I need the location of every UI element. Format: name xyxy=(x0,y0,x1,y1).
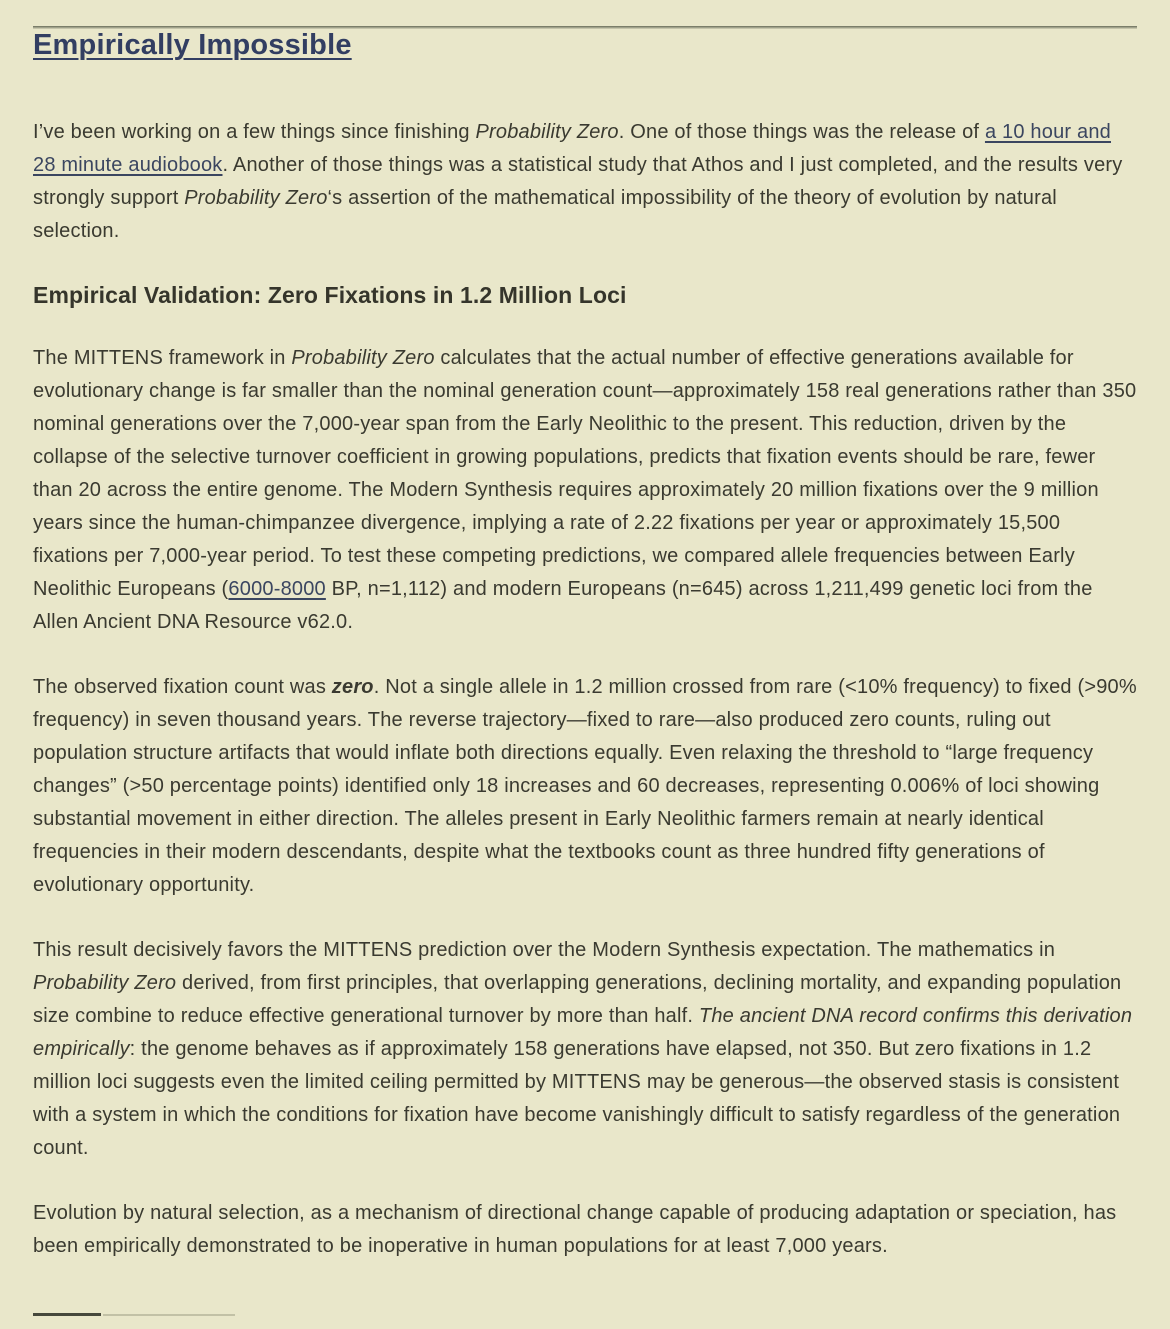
text-segment: calculates that the actual number of effective generations available for evolutionary change is far smaller than the nominal generation count—approximately 158 real generations rather than 350 nominal generations over the 7,000-year span from the Early Neolithic to the present. This reduction, driven by the collapse of the selective turnover coefficient in growing populations, predicts that fixation events should be rare, fewer than 20 across the entire genome. The Modern Synthesis requires approximately 20 million fixations over the 9 million years since the human-chimpanzee divergence, implying a rate of 2.22 fixations per year or approximately 15,500 fixations per 7,000-year period. To test these competing predictions, we compared allele frequencies between Early Neolithic Europeans ( xyxy=(33,347,1137,600)
section-heading: Empirical Validation: Zero Fixations in 1.2 Million Loci xyxy=(33,282,627,308)
inline-link[interactable]: a 10 hour and 28 minute audiobook xyxy=(33,121,1111,176)
paragraph-result-favors xyxy=(33,934,1137,1165)
text-segment: BP, n=1,112) and modern Europeans (n=645) across 1,211,499 genetic loci from the Allen Ancient DNA Resource v62.0. xyxy=(33,578,1093,633)
paragraph-conclusion xyxy=(33,1197,1137,1263)
text-segment: derived, from first principles, that overlapping generations, declining mortality, and expanding population size combine to reduce effective generational turnover by more than half. xyxy=(33,972,1122,1027)
text-segment: Evolution by natural selection, as a mechanism of directional change capable of producing adaptation or speciation, has been empirically demonstrated to be inoperative in human populations for at least 7,000 years. xyxy=(33,1202,1117,1257)
next-element-top-edge-faint xyxy=(103,1314,235,1316)
paragraph-intro xyxy=(33,116,1137,248)
post-title-link[interactable]: Empirically Impossible xyxy=(33,29,352,61)
text-segment: . Not a single allele in 1.2 million crossed from rare (<10% frequency) to fixed (>90% frequency) in seven thousand years. The reverse trajectory—fixed to rare—also produced zero counts, ruling out population structure artifacts that would inflate both directions equally. Even relaxing the threshold to “large frequency changes” (>50 percentage points) identified only 18 increases and 60 decreases, representing 0.006% of loci showing substantial movement in either direction. The alleles present in Early Neolithic farmers remain at nearly identical frequencies in their modern descendants, despite what the textbooks count as three hundred fifty generations of evolutionary opportunity. xyxy=(33,676,1137,896)
text-segment: . Another of those things was a statistical study that Athos and I just completed, and the results very strongly support xyxy=(33,154,1123,209)
text-segment: . One of those things was the release of xyxy=(618,121,985,143)
text-segment: The MITTENS framework in xyxy=(33,347,292,369)
post-title xyxy=(33,26,1137,64)
text-segment: zero xyxy=(331,676,374,698)
text-segment: : the genome behaves as if approximately 158 generations have elapsed, not 350. But zero fixations in 1.2 million loci suggests even the limited ceiling permitted by MITTENS may be generous—the observed stasis is consistent with a system in which the conditions for fixation have become vanishingly difficult to satisfy regardless of the generation count. xyxy=(33,1038,1121,1159)
text-segment: Probability Zero xyxy=(291,347,435,369)
inline-link[interactable]: 6000-8000 xyxy=(228,578,326,600)
text-segment: This result decisively favors the MITTENS prediction over the Modern Synthesis expectation. The mathematics in xyxy=(33,939,1056,961)
text-segment: Probability Zero xyxy=(184,187,328,209)
text-segment: The ancient DNA record confirms this derivation empirically xyxy=(33,1005,1133,1060)
scrolled-content-top-edge xyxy=(33,26,1137,29)
next-element-top-edge xyxy=(33,1313,101,1316)
paragraph-mittens-framework xyxy=(33,342,1137,639)
text-segment: The observed fixation count was xyxy=(33,676,332,698)
article-page xyxy=(0,26,1170,1263)
text-segment: Probability Zero xyxy=(33,972,177,994)
paragraph-observed-fixation xyxy=(33,671,1137,902)
text-segment: Probability Zero xyxy=(475,121,619,143)
text-segment: I’ve been working on a few things since finishing xyxy=(33,121,476,143)
text-segment: ‘s assertion of the mathematical impossibility of the theory of evolution by natural selection. xyxy=(33,187,1057,242)
